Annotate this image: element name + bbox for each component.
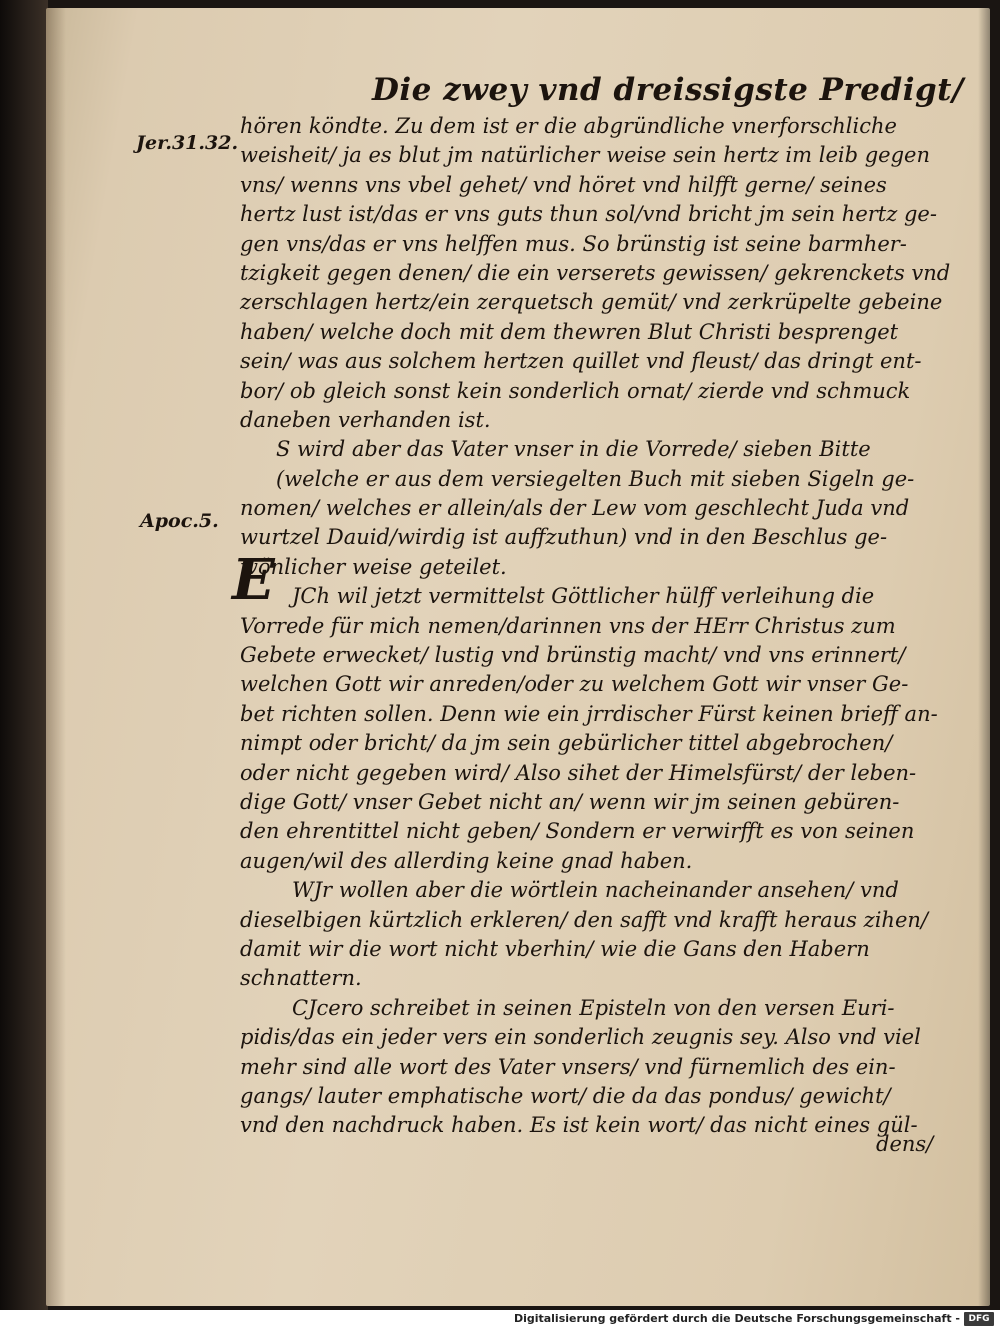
text-line: augen/wil des allerding keine gnad haben.	[240, 848, 693, 873]
text-line: JCh wil jetzt vermittelst Göttlicher hülff verleihung die	[292, 584, 875, 609]
body-text	[232, 112, 952, 1141]
text-line: nomen/ welches er allein/als der Lew vom geschlecht Juda vnd	[240, 496, 910, 521]
dfg-logo	[964, 1312, 994, 1326]
dfg-logo-label: DFG	[968, 1314, 990, 1324]
gutter-shadow	[46, 8, 66, 1306]
text-line: vnd den nachdruck haben. Es ist kein wort/ das nicht eines gül-	[240, 1113, 918, 1138]
text-line: daneben verhanden ist.	[240, 407, 491, 432]
text-line: WJr wollen aber die wörtlein nacheinander ansehen/ vnd	[292, 878, 899, 903]
funding-credit: Digitalisierung gefördert durch die Deutsche Forschungsgemeinschaft -	[513, 1312, 960, 1325]
page-header: Die zwey vnd dreissigste Predigt/	[372, 72, 964, 108]
text-line: zerschlagen hertz/ein zerquetsch gemüt/ vnd zerkrüpelte gebeine	[240, 290, 943, 315]
text-line: mehr sind alle wort des Vater vnsers/ vnd fürnemlich des ein-	[240, 1054, 896, 1079]
text-line: wurtzel Dauid/wirdig ist auffzuthun) vnd in den Beschlus ge-	[240, 525, 888, 550]
margin-note-apocalypse: Apoc.5.	[140, 510, 219, 532]
book-spine	[0, 0, 48, 1310]
text-line: hören köndte. Zu dem ist er die abgründliche vnerforschliche	[240, 114, 897, 138]
text-line: Gebete erwecket/ lustig vnd brünstig macht/ vnd vns erinnert/	[240, 643, 906, 668]
text-line: haben/ welche doch mit dem thewren Blut Christi besprenget	[240, 319, 899, 344]
text-line: damit wir die wort nicht vberhin/ wie die Gans den Habern	[240, 936, 870, 961]
text-line: nimpt oder bricht/ da jm sein gebürlicher tittel abgebrochen/	[240, 731, 893, 756]
catchword: dens/	[876, 1132, 934, 1156]
text-line: schnattern.	[240, 966, 362, 991]
text-line: gen vns/das er vns helffen mus. So brünstig ist seine barmher-	[240, 231, 907, 256]
text-line: dieselbigen kürtzlich erkleren/ den safft vnd krafft heraus zihen/	[240, 907, 928, 932]
text-line: welchen Gott wir anreden/oder zu welchem Gott wir vnser Ge-	[240, 672, 909, 697]
text-line: sein/ was aus solchem hertzen quillet vnd fleust/ das dringt ent-	[240, 349, 922, 374]
text-line: weisheit/ ja es blut jm natürlicher weise sein hertz im leib gegen	[240, 143, 930, 168]
text-line: bor/ ob gleich sonst kein sonderlich ornat/ zierde vnd schmuck	[240, 378, 911, 403]
text-line: (welche er aus dem versiegelten Buch mit sieben Sigeln ge-	[276, 466, 915, 491]
text-line: den ehrentittel nicht geben/ Sondern er verwirfft es von seinen	[240, 819, 915, 844]
drop-cap: E	[232, 547, 275, 613]
text-line: vns/ wenns vns vbel gehet/ vnd höret vnd hilfft gerne/ seines	[240, 172, 887, 197]
text-line: bet richten sollen. Denn wie ein jrrdischer Fürst keinen brieff an-	[240, 701, 938, 726]
margin-note-jeremiah: Jer.31.32.	[136, 132, 239, 154]
text-line: tzigkeit gegen denen/ die ein verserets gewissen/ gekrenckets vnd	[240, 260, 951, 285]
text-line: pidis/das ein jeder vers ein sonderlich zeugnis sey. Also vnd viel	[240, 1025, 921, 1050]
footer-bar	[0, 1310, 1000, 1330]
text-line: dige Gott/ vnser Gebet nicht an/ wenn wir jm seinen gebüren-	[240, 789, 900, 814]
text-line: wönlicher weise geteilet.	[240, 554, 507, 579]
page-edge-shadow	[978, 8, 990, 1306]
text-line: oder nicht gegeben wird/ Also sihet der Himelsfürst/ der leben-	[240, 760, 917, 785]
text-line: Vorrede für mich nemen/darinnen vns der HErr Christus zum	[240, 613, 896, 638]
text-line: hertz lust ist/das er vns guts thun sol/vnd bricht jm sein hertz ge-	[240, 202, 937, 227]
text-line: CJcero schreibet in seinen Episteln von den versen Euri-	[292, 995, 895, 1020]
text-line: S wird aber das Vater vnser in die Vorrede/ sieben Bitte	[276, 437, 871, 462]
text-line: gangs/ lauter emphatische wort/ die da das pondus/ gewicht/	[240, 1083, 891, 1108]
